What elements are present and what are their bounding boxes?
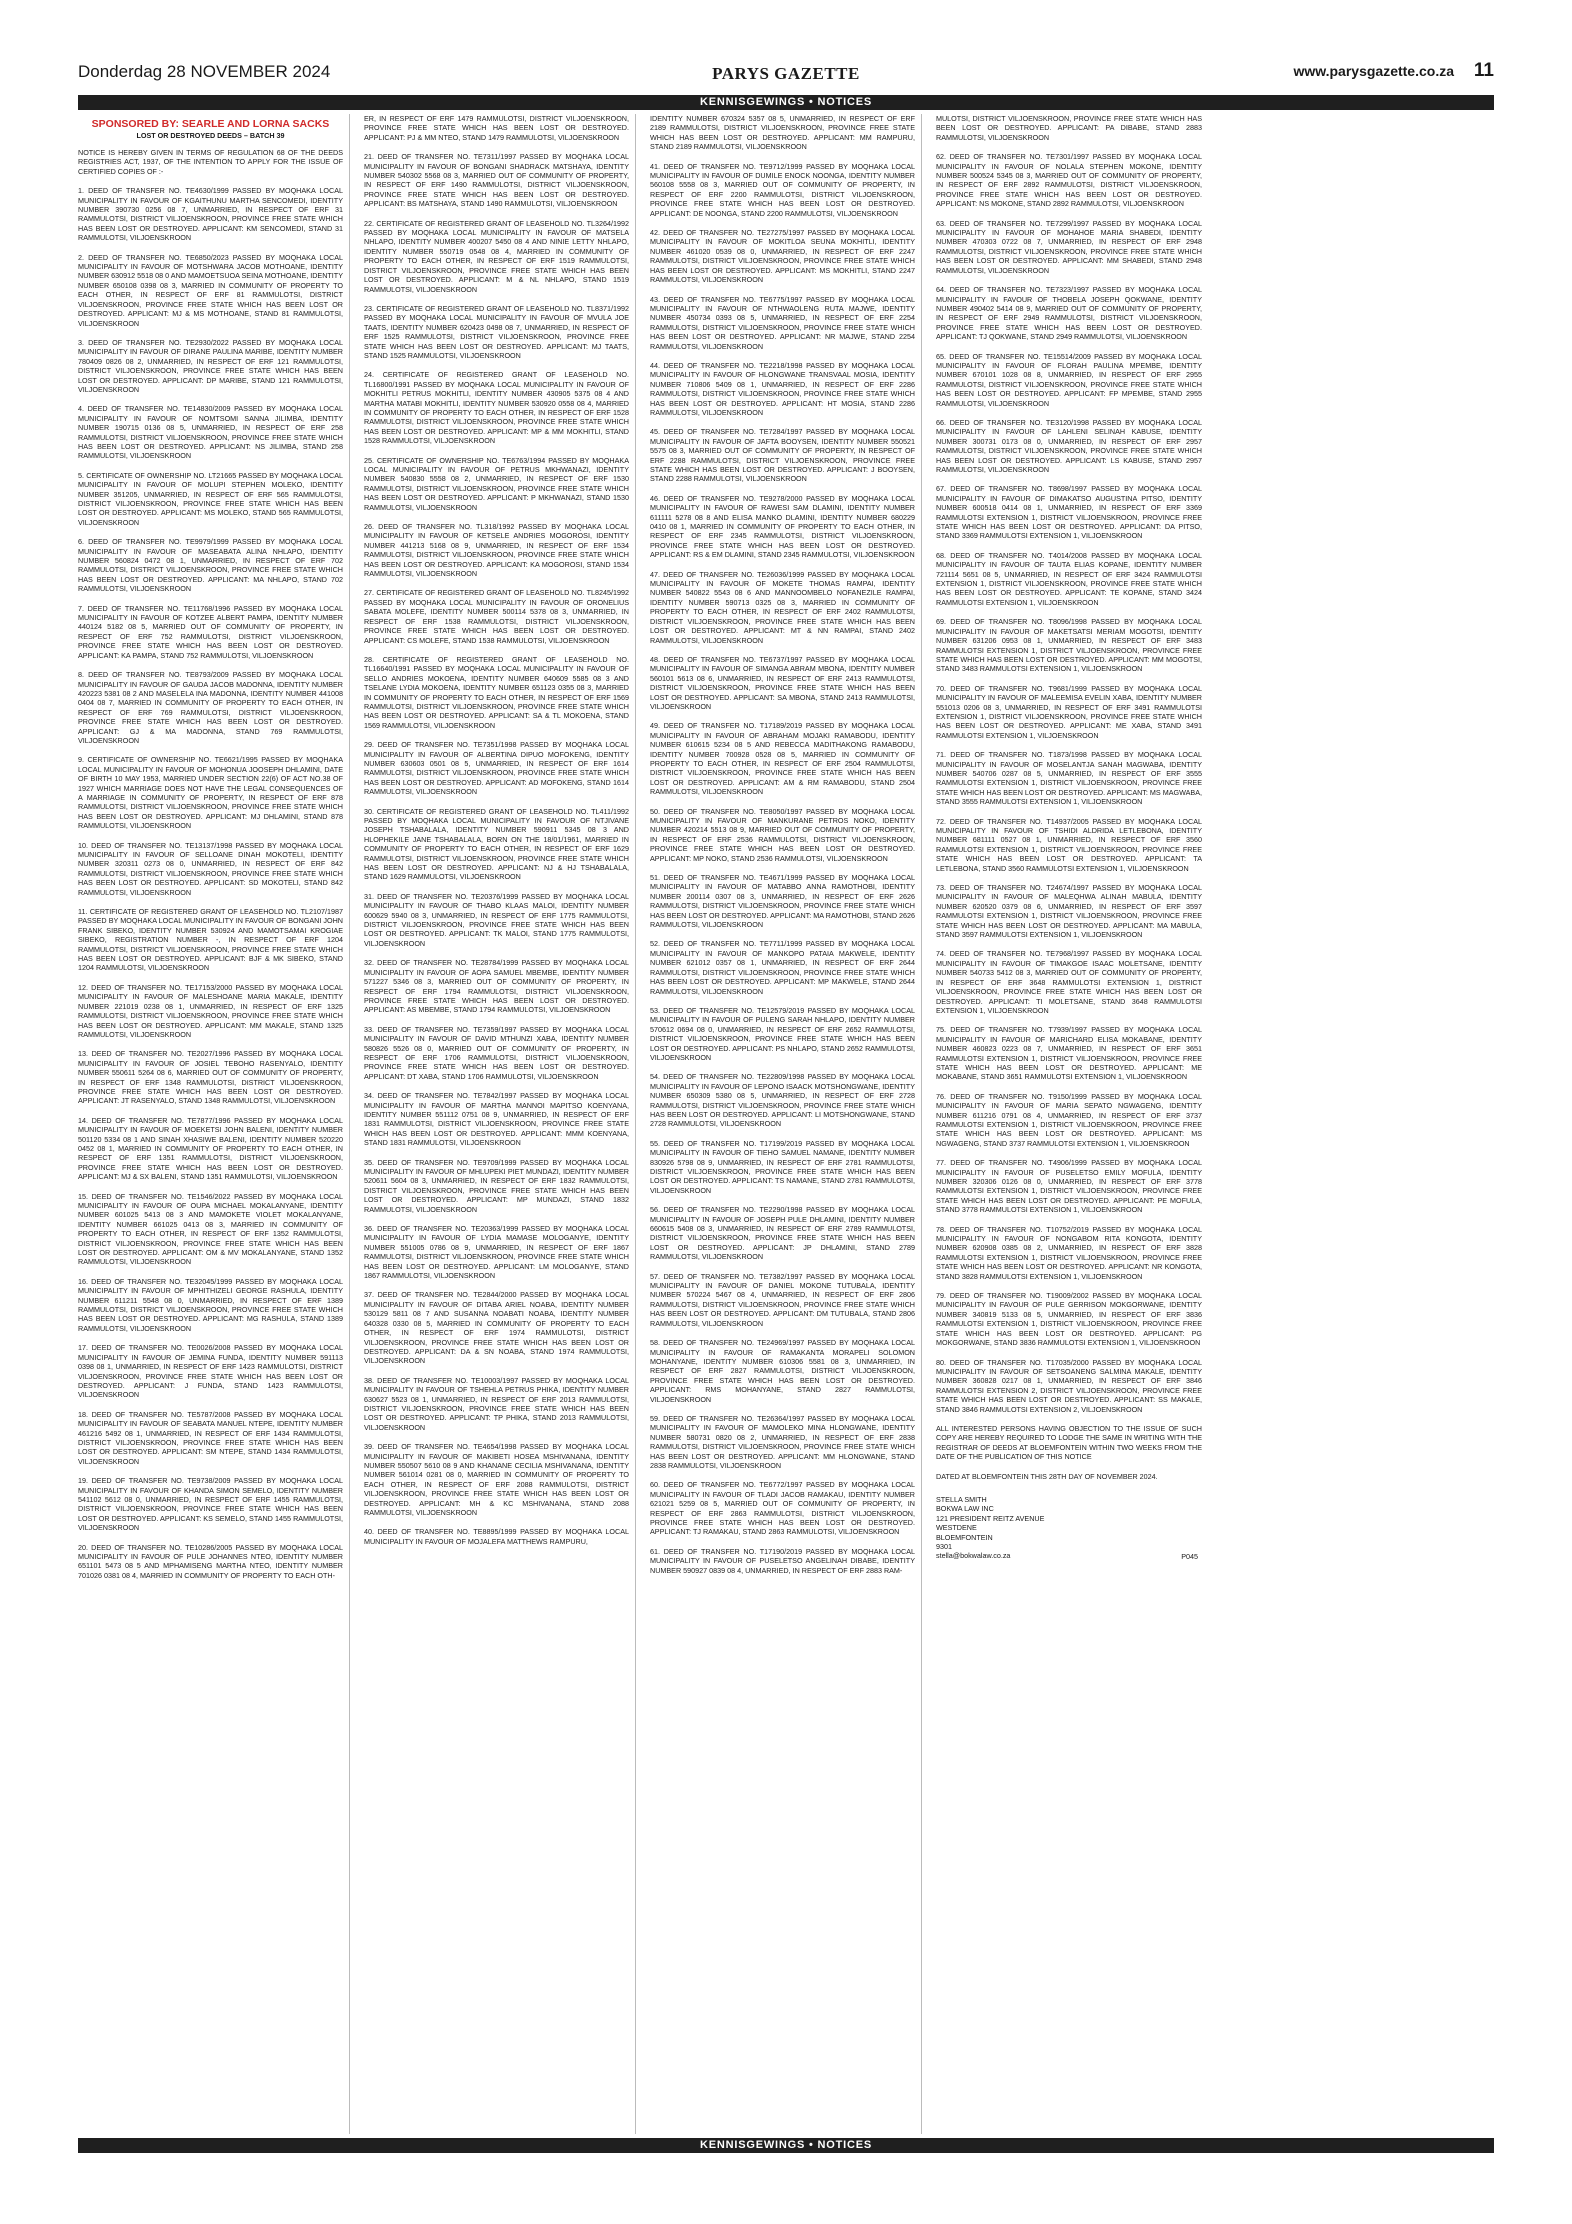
notice-item: 55. DEED OF TRANSFER NO. T17199/2019 PASSED BY MOQHAKA LOCAL MUNICIPALITY IN FAVOUR OF TIEHO SAMUEL NAMANE, IDENTITY NUMBER 830926 5798 08 9, UNMARRIED, IN RESPECT OF ERF 2781 RAMMULOTSI, DISTRICT VILJOENSKROON, PROVINCE FREE STATE WHICH HAS BEEN LOST OR DESTROYED. APPLICANT: TS NAMANE, STAND 2781 RAMMULOTSI, VILJOENSKROON xyxy=(650,1138,915,1195)
notice-item: 36. DEED OF TRANSFER NO. TE20363/1999 PASSED BY MOQHAKA LOCAL MUNICIPALITY IN FAVOUR OF LYDIA MAMASE MOLOGANYE, IDENTITY NUMBER 551005 0786 08 9, UNMARRIED, IN RESPECT OF ERF 1867 RAMMULOTSI, DISTRICT VILJOENSKROON, PROVINCE FREE STATE WHICH HAS BEEN LOST OR DESTROYED. APPLICANT: LM MOLOGANYE, STAND 1867 RAMMULOTSI, VILJOENSKROON xyxy=(364,1224,629,1281)
notice-item: 45. DEED OF TRANSFER NO. TE7284/1997 PASSED BY MOQHAKA LOCAL MUNICIPALITY IN FAVOUR OF JAFTA BOOYSEN, IDENTITY NUMBER 550521 5575 08 3, MARRIED OUT OF COMMUNITY OF PROPERTY, IN RESPECT OF ERF 2288 RAMMULOTSI, DISTRICT VILJOENSKROON, PROVINCE FREE STATE WHICH HAS BEEN LOST OR DESTROYED. APPLICANT: J BOOYSEN, STAND 2288 RAMMULOTSI, VILJOENSKROON xyxy=(650,427,915,484)
notice-item: 72. DEED OF TRANSFER NO. T14937/2005 PASSED BY MOQHAKA LOCAL MUNICIPALITY IN FAVOUR OF TSHIDI ALDRIDA LETLEBONA, IDENTITY NUMBER 681111 0527 08 1, UNMARRIED, IN RESPECT OF ERF 3560 RAMMULOTSI EXTENSION 1, DISTRICT VILJOENSKROON, PROVINCE FREE STATE WHICH HAS BEEN LOST OR DESTROYED. APPLICANT: TA LETLEBONA, STAND 3560 RAMMULOTSI EXTENSION 1, VILJOENSKROON xyxy=(936,816,1202,873)
column-1 xyxy=(78,114,350,2134)
notice-item: 44. DEED OF TRANSFER NO. TE2218/1998 PASSED BY MOQHAKA LOCAL MUNICIPALITY IN FAVOUR OF HLONGWANE TRANSVAAL MOSIA, IDENTITY NUMBER 710806 5409 08 1, UNMARRIED, IN RESPECT OF ERF 2286 RAMMULOTSI, DISTRICT VILJOENSKROON, PROVINCE FREE STATE WHICH HAS BEEN LOST OR DESTROYED. APPLICANT: HT MOSIA, STAND 2286 RAMMULOTSI, VILJOENSKROON xyxy=(650,360,915,417)
notice-item: 58. DEED OF TRANSFER NO. TE24969/1997 PASSED BY MOQHAKA LOCAL MUNICIPALITY IN FAVOUR OF RAMAKANTA MORAPELI SOLOMON MOHANYANE, IDENTITY NUMBER 610306 5581 08 3, UNMARRIED, IN RESPECT OF ERF 2827 RAMMULOTSI, DISTRICT VILJOENSKROON, PROVINCE FREE STATE WHICH HAS BEEN LOST OR DESTROYED. APPLICANT: RMS MOHANYANE, STAND 2827 RAMMULOTSI, VILJOENSKROON xyxy=(650,1338,915,1404)
notice-item: 51. DEED OF TRANSFER NO. TE4671/1999 PASSED BY MOQHAKA LOCAL MUNICIPALITY IN FAVOUR OF MATABBO ANNA RAMOTHOBI, IDENTITY NUMBER 200114 0307 08 3, UNMARRIED, IN RESPECT OF ERF 2626 RAMMULOTSI, DISTRICT VILJOENSKROON, PROVINCE FREE STATE WHICH HAS BEEN LOST OR DESTROYED. APPLICANT: MA RAMOTHOBI, STAND 2626 RAMMULOTSI, VILJOENSKROON xyxy=(650,873,915,930)
issue-date: Donderdag 28 NOVEMBER 2024 xyxy=(78,62,331,81)
notice-item: 35. DEED OF TRANSFER NO. TE9709/1999 PASSED BY MOQHAKA LOCAL MUNICIPALITY IN FAVOUR OF MHLUPEKI PIET MUNDAZI, IDENTITY NUMBER 520611 5604 08 3, UNMARRIED, IN RESPECT OF ERF 1832 RAMMULOTSI, DISTRICT VILJOENSKROON, PROVINCE FREE STATE WHICH HAS BEEN LOST OR DESTROYED. APPLICANT: MP MUNDAZI, STAND 1832 RAMMULOTSI, VILJOENSKROON xyxy=(364,1157,629,1214)
notice-item: 22. CERTIFICATE OF REGISTERED GRANT OF LEASEHOLD NO. TL3264/1992 PASSED BY MOQHAKA LOCAL MUNICIPALITY IN FAVOUR OF MATSELA NHLAPO, IDENTITY NUMBER 400207 5450 08 4 AND NINIE LETTY NHLAPO, IDENTITY NUMBER 550719 0548 08 4, MARRIED IN COMMUNITY OF PROPERTY TO EACH OTHER, IN RESPECT OF ERF 1519 RAMMULOTSI, DISTRICT VILJOENSKROON, PROVINCE FREE STATE WHICH HAS BEEN LOST OR DESTROYED. APPLICANT: M & NL NHLAPO, STAND 1519 RAMMULOTSI, VILJOENSKROON xyxy=(364,218,629,294)
notice-item: 17. DEED OF TRANSFER NO. TE0026/2008 PASSED BY MOQHAKA LOCAL MUNICIPALITY IN FAVOUR OF JEMINA FUNDA, IDENTITY NUMBER 591113 0398 08 1, UNMARRIED, IN RESPECT OF ERF 1423 RAMMULOTSI, DISTRICT VILJOENSKROON, PROVINCE FREE STATE WHICH HAS BEEN LOST OR DESTROYED. APPLICANT: J FUNDA, STAND 1423 RAMMULOTSI, VILJOENSKROON xyxy=(78,1343,343,1400)
notice-item: 52. DEED OF TRANSFER NO. TE7711/1999 PASSED BY MOQHAKA LOCAL MUNICIPALITY IN FAVOUR OF MANKOPO PATAIA MAKWELE, IDENTITY NUMBER 621012 0357 08 1, UNMARRIED, IN RESPECT OF ERF 2644 RAMMULOTSI, DISTRICT VILJOENSKROON, PROVINCE FREE STATE WHICH HAS BEEN LOST OR DESTROYED. APPLICANT: MP MAKWELE, STAND 2644 RAMMULOTSI, VILJOENSKROON xyxy=(650,939,915,996)
notice-item: 32. DEED OF TRANSFER NO. TE28784/1999 PASSED BY MOQHAKA LOCAL MUNICIPALITY IN FAVOUR OF AOPA SAMUEL MBEMBE, IDENTITY NUMBER 571227 5346 08 3, MARRIED OUT OF COMMUNITY OF PROPERTY, IN RESPECT OF ERF 1794 RAMMULOTSI, DISTRICT VILJOENSKROON, PROVINCE FREE STATE WHICH HAS BEEN LOST OR DESTROYED. APPLICANT: AS MBEMBE, STAND 1794 RAMMULOTSI, VILJOENSKROON xyxy=(364,958,629,1015)
notice-item: 71. DEED OF TRANSFER NO. T1873/1998 PASSED BY MOQHAKA LOCAL MUNICIPALITY IN FAVOUR OF MOSELANTJA SANAH MAGWABA, IDENTITY NUMBER 540706 0287 08 5, UNMARRIED, IN RESPECT OF ERF 3555 RAMMULOTSI EXTENSION 1, DISTRICT VILJOENSKROON, PROVINCE FREE STATE WHICH HAS BEEN LOST OR DESTROYED. APPLICANT: MS MAGWABA, STAND 3555 RAMMULOTSI EXTENSION 1, VILJOENSKROON xyxy=(936,750,1202,807)
signoff-suburb: WESTDENE xyxy=(936,1523,977,1533)
notice-item: 79. DEED OF TRANSFER NO. T19009/2002 PASSED BY MOQHAKA LOCAL MUNICIPALITY IN FAVOUR OF PULE GERRISON MOKGORWANE, IDENTITY NUMBER 340819 5133 08 5, UNMARRIED, IN RESPECT OF ERF 3836 RAMMULOTSI EXTENSION 1, DISTRICT VILJOENSKROON, PROVINCE FREE STATE WHICH HAS BEEN LOST OR DESTROYED. APPLICANT: PG MOKGORWANE, STAND 3836 RAMMULOTSI EXTENSION 1, VILJOENSKROON xyxy=(936,1291,1202,1348)
notice-item: 1. DEED OF TRANSFER NO. TE4630/1999 PASSED BY MOQHAKA LOCAL MUNICIPALITY IN FAVOUR OF KGAITHUNU MARTHA SENCOMEDI, IDENTITY NUMBER 390730 0256 08 7, UNMARRIED, IN RESPECT OF ERF 31 RAMMULOTSI, DISTRICT VILJOENSKROON, PROVINCE FREE STATE WHICH HAS BEEN LOST OR DESTROYED. APPLICANT: KM SENCOMEDI, STAND 31 RAMMULOTSI, VILJOENSKROON xyxy=(78,186,343,243)
notice-item: IDENTITY NUMBER 670324 5357 08 5, UNMARRIED, IN RESPECT OF ERF 2189 RAMMULOTSI, DISTRICT VILJOENSKROON, PROVINCE FREE STATE WHICH HAS BEEN LOST OR DESTROYED. APPLICANT: MM RAMPURU, STAND 2189 RAMMULOTSI, VILJOENSKROON xyxy=(650,114,915,152)
notice-item: 65. DEED OF TRANSFER NO. TE15514/2009 PASSED BY MOQHAKA LOCAL MUNICIPALITY IN FAVOUR OF FLORAH PAULINA MPEMBE, IDENTITY NUMBER 670101 1028 08 8, UNMARRIED, IN RESPECT OF ERF 2955 RAMMULOTSI, DISTRICT VILJOENSKROON, PROVINCE FREE STATE WHICH HAS BEEN LOST OR DESTROYED. APPLICANT: FP MPEMBE, STAND 2955 RAMMULOTSI, VILJOENSKROON xyxy=(936,351,1202,408)
notice-item: 62. DEED OF TRANSFER NO. TE7301/1997 PASSED BY MOQHAKA LOCAL MUNICIPALITY IN FAVOUR OF NOLALA STEPHEN MOKONE, IDENTITY NUMBER 500524 5345 08 3, MARRIED OUT OF COMMUNITY OF PROPERTY, IN RESPECT OF ERF 2892 RAMMULOTSI, DISTRICT VILJOENSKROON, PROVINCE FREE STATE WHICH HAS BEEN LOST OR DESTROYED. APPLICANT: NS MOKONE, STAND 2892 RAMMULOTSI, VILJOENSKROON xyxy=(936,152,1202,209)
notice-item: 64. DEED OF TRANSFER NO. TE7323/1997 PASSED BY MOQHAKA LOCAL MUNICIPALITY IN FAVOUR OF THOBELA JOSEPH QOKWANE, IDENTITY NUMBER 490402 5414 08 9, MARRIED OUT OF COMMUNITY OF PROPERTY, IN RESPECT OF ERF 2949 RAMMULOTSI, DISTRICT VILJOENSKROON, PROVINCE FREE STATE WHICH HAS BEEN LOST OR DESTROYED. APPLICANT: TJ QOKWANE, STAND 2949 RAMMULOTSI, VILJOENSKROON xyxy=(936,285,1202,342)
notice-item: 57. DEED OF TRANSFER NO. TE7382/1997 PASSED BY MOQHAKA LOCAL MUNICIPALITY IN FAVOUR OF DANIEL MOKONE TUTUBALA, IDENTITY NUMBER 570224 5467 08 4, UNMARRIED, IN RESPECT OF ERF 2806 RAMMULOTSI, DISTRICT VILJOENSKROON, PROVINCE FREE STATE WHICH HAS BEEN LOST OR DESTROYED. APPLICANT: DM TUTUBALA, STAND 2806 RAMMULOTSI, VILJOENSKROON xyxy=(650,1271,915,1328)
notice-item: MULOTSI, DISTRICT VILJOENSKROON, PROVINCE FREE STATE WHICH HAS BEEN LOST OR DESTROYED. APPLICANT: PA DIBABE, STAND 2883 RAMMULOTSI, VILJOENSKROON xyxy=(936,114,1202,142)
notice-item: 39. DEED OF TRANSFER NO. TE4654/1998 PASSED BY MOQHAKA LOCAL MUNICIPALITY IN FAVOUR OF MAKIBETI HOSEA MSHIVANANA, IDENTITY NUMBER 550507 5610 08 9 AND KHANANE CECILIA MSHIVANANA, IDENTITY NUMBER 561014 0281 08 0, MARRIED IN COMMUNITY OF PROPERTY TO EACH OTHER, IN RESPECT OF ERF 2088 RAMMULOTSI, DISTRICT VILJOENSKROON, PROVINCE FREE STATE WHICH HAS BEEN LOST OR DESTROYED. APPLICANT: MH & KC MSHIVANANA, STAND 2088 RAMMULOTSI, VILJOENSKROON xyxy=(364,1442,629,1517)
signoff-name: STELLA SMITH xyxy=(936,1494,987,1504)
notice-item: 70. DEED OF TRANSFER NO. T9681/1999 PASSED BY MOQHAKA LOCAL MUNICIPALITY IN FAVOUR OF MALEEMISA EVELIN XABA, IDENTITY NUMBER 551013 0206 08 3, UNMARRIED, IN RESPECT OF ERF 3491 RAMMULOTSI EXTENSION 1, DISTRICT VILJOENSKROON, PROVINCE FREE STATE WHICH HAS BEEN LOST OR DESTROYED. APPLICANT: ME XABA, STAND 3491 RAMMULOTSI EXTENSION 1, VILJOENSKROON xyxy=(936,683,1202,740)
notice-item: 19. DEED OF TRANSFER NO. TE9738/2009 PASSED BY MOQHAKA LOCAL MUNICIPALITY IN FAVOUR OF KHANDA SIMON SEMELO, IDENTITY NUMBER 541102 5612 08 0, UNMARRIED, IN RESPECT OF ERF 1455 RAMMULOTSI, DISTRICT VILJOENSKROON, PROVINCE FREE STATE WHICH HAS BEEN LOST OR DESTROYED. APPLICANT: KS SEMELO, STAND 1455 RAMMULOTSI, VILJOENSKROON xyxy=(78,1476,343,1533)
notice-item: 67. DEED OF TRANSFER NO. T8698/1997 PASSED BY MOQHAKA LOCAL MUNICIPALITY IN FAVOUR OF DIMAKATSO AUGUSTINA PITSO, IDENTITY NUMBER 600518 0414 08 1, UNMARRIED, IN RESPECT OF ERF 3369 RAMMULOTSI EXTENSION 1, DISTRICT VILJOENSKROON, PROVINCE FREE STATE WHICH HAS BEEN LOST OR DESTROYED. APPLICANT: DA PITSO, STAND 3369 RAMMULOTSI EXTENSION 1, VILJOENSKROON xyxy=(936,484,1202,541)
notice-item: ER, IN RESPECT OF ERF 1479 RAMMULOTSI, DISTRICT VILJOENSKROON, PROVINCE FREE STATE WHICH HAS BEEN LOST OR DESTROYED. APPLICANT: PJ & MM NTEO, STAND 1479 RAMMULOTSI, VILJOENSKROON xyxy=(364,114,629,142)
notice-item: 21. DEED OF TRANSFER NO. TE7311/1997 PASSED BY MOQHAKA LOCAL MUNICIPALITY IN FAVOUR OF BONGANI SHADRACK MATSHAYA, IDENTITY NUMBER 540302 5568 08 3, MARRIED OUT OF COMMUNITY OF PROPERTY, IN RESPECT OF ERF 1490 RAMMULOTSI, DISTRICT VILJOENSKROON, PROVINCE FREE STATE WHICH HAS BEEN LOST OR DESTROYED. APPLICANT: BS MATSHAYA, STAND 1490 RAMMULOTSI, VILJOENSKROON xyxy=(364,152,629,209)
notice-item: 16. DEED OF TRANSFER NO. TE32045/1999 PASSED BY MOQHAKA LOCAL MUNICIPALITY IN FAVOUR OF MPHITHIZELI GEORGE RASHULA, IDENTITY NUMBER 611211 5548 08 0, UNMARRIED, IN RESPECT OF ERF 1389 RAMMULOTSI, DISTRICT VILJOENSKROON, PROVINCE FREE STATE WHICH HAS BEEN LOST OR DESTROYED. APPLICANT: MG RASHULA, STAND 1389 RAMMULOTSI, VILJOENSKROON xyxy=(78,1276,343,1333)
notice-item: 26. DEED OF TRANSFER NO. TL318/1992 PASSED BY MOQHAKA LOCAL MUNICIPALITY IN FAVOUR OF KETSELE ANDRIES MOGOROSI, IDENTITY NUMBER 441213 5168 08 9, UNMARRIED, IN RESPECT OF ERF 1534 RAMMULOTSI, DISTRICT VILJOENSKROON, PROVINCE FREE STATE WHICH HAS BEEN LOST OR DESTROYED. APPLICANT: KA MOGOROSI, STAND 1534 RAMMULOTSI, VILJOENSKROON xyxy=(364,522,629,579)
notice-item: 9. CERTIFICATE OF OWNERSHIP NO. TE6621/1995 PASSED BY MOQHAKA LOCAL MUNICIPALITY IN FAVOUR OF MOHONUA JOOSEPH DHLAMINI, DATE OF BIRTH 10 MAY 1953, MARRIED UNDER SECTION 22(6) OF ACT NO.38 OF 1927 WHICH MARRIAGE DOES NOT HAVE THE LEGAL CONSEQUENCES OF A MARRIAGE IN COMMUNITY OF PROPERTY, IN RESPECT OF ERF 878 RAMMULOTSI, DISTRICT VILJOENSKROON, PROVINCE FREE STATE WHICH HAS BEEN LOST OR DESTROYED. APPLICANT: MJ DHLAMINI, STAND 878 RAMMULOTSI, VILJOENSKROON xyxy=(78,755,343,831)
website-link[interactable]: www.parysgazette.co.za xyxy=(1293,63,1454,79)
notice-item: 33. DEED OF TRANSFER NO. TE7359/1997 PASSED BY MOQHAKA LOCAL MUNICIPALITY IN FAVOUR OF DAVID MTHUNZI XABA, IDENTITY NUMBER 580826 5526 08 0, MARRIED OUT OF COMMUNITY OF PROPERTY, IN RESPECT OF ERF 1706 RAMMULOTSI, DISTRICT VILJOENSKROON, PROVINCE FREE STATE WHICH HAS BEEN LOST OR DESTROYED. APPLICANT: DT XABA, STAND 1706 RAMMULOTSI, VILJOENSKROON xyxy=(364,1024,629,1081)
section-banner-bottom: KENNISGEWINGS • NOTICES xyxy=(78,2138,1494,2153)
notice-reference: P045 xyxy=(1181,1551,1198,1561)
notice-item: 10. DEED OF TRANSFER NO. TE13137/1998 PASSED BY MOQHAKA LOCAL MUNICIPALITY IN FAVOUR OF SELLOANE DINAH MOKOTELI, IDENTITY NUMBER 320311 0273 08 0, UNMARRIED, IN RESPECT OF ERF 842 RAMMULOTSI, DISTRICT VILJOENSKROON, PROVINCE FREE STATE WHICH HAS BEEN LOST OR DESTROYED. APPLICANT: SD MOKOTELI, STAND 842 RAMMULOTSI, VILJOENSKROON xyxy=(78,840,343,897)
notice-item: 37. DEED OF TRANSFER NO. TE2844/2000 PASSED BY MOQHAKA LOCAL MUNICIPALITY IN FAVOUR OF DITABA ARIEL NOABA, IDENTITY NUMBER 530129 5811 08 7 AND SUSANNA NOABATI NOABA, IDENTITY NUMBER 640328 0330 08 5, MARRIED IN COMMUNITY OF PROPERTY TO EACH OTHER, IN RESPECT OF ERF 1974 RAMMULOTSI, DISTRICT VILJOENSKROON, PROVINCE FREE STATE WHICH HAS BEEN LOST OR DESTROYED. APPLICANT: DA & SN NOABA, STAND 1974 RAMMULOTSI, VILJOENSKROON xyxy=(364,1290,629,1366)
column-body-4 xyxy=(936,114,1202,1481)
notice-item: 18. DEED OF TRANSFER NO. TE5787/2008 PASSED BY MOQHAKA LOCAL MUNICIPALITY IN FAVOUR OF SEABATA MANUEL NTEPE, IDENTITY NUMBER 461216 5492 08 1, UNMARRIED, IN RESPECT OF ERF 1434 RAMMULOTSI, DISTRICT VILJOENSKROON, PROVINCE FREE STATE WHICH HAS BEEN LOST OR DESTROYED. APPLICANT: SM NTEPE, STAND 1434 RAMMULOTSI, VILJOENSKROON xyxy=(78,1409,343,1466)
masthead xyxy=(78,62,1494,92)
sponsor-title: SPONSORED BY: SEARLE AND LORNA SACKS xyxy=(91,118,330,130)
column-body-3 xyxy=(650,114,915,1575)
signoff-postcode: 9301 xyxy=(936,1542,952,1551)
notice-item: 8. DEED OF TRANSFER NO. TE8793/2009 PASSED BY MOQHAKA LOCAL MUNICIPALITY IN FAVOUR OF GAUDA JACOB MADONNA, IDENTITY NUMBER 420223 5381 08 2 AND MASELELA INA MADONNA, IDENTITY NUMBER 441008 0404 08 7, MARRIED IN COMMUNITY OF PROPERTY TO EACH OTHER, IN RESPECT OF ERF 769 RAMMULOTSI, DISTRICT VILJOENSKROON, PROVINCE FREE STATE WHICH HAS BEEN LOST OR DESTROYED. APPLICANT: GJ & MA MADONNA, STAND 769 RAMMULOTSI, VILJOENSKROON xyxy=(78,670,343,745)
notice-item: 34. DEED OF TRANSFER NO. TE7842/1997 PASSED BY MOQHAKA LOCAL MUNICIPALITY IN FAVOUR OF MARTHA MANNOI MAPITSO KOENYANA, IDENTITY NUMBER 551112 0751 08 9, UNMARRIED, IN RESPECT OF ERF 1831 RAMMULOTSI, DISTRICT VILJOENSKROON, PROVINCE FREE STATE WHICH HAS BEEN LOST OR DESTROYED. APPLICANT: MMM KOENYANA, STAND 1831 RAMMULOTSI, VILJOENSKROON xyxy=(364,1091,629,1148)
notice-item: 30. CERTIFICATE OF REGISTERED GRANT OF LEASEHOLD NO. TL411/1992 PASSED BY MOQHAKA LOCAL MUNICIPALITY IN FAVOUR OF NTJIVANE JOSEPH TSHABALALA, IDENTITY NUMBER 590911 5345 08 3 AND HLOPHEKILE JANE TSHABALALA, BORN ON THE 18/01/1961, MARRIED IN COMMUNITY OF PROPERTY TO EACH OTHER, IN RESPECT OF ERF 1629 RAMMULOTSI, DISTRICT VILJOENSKROON, PROVINCE FREE STATE WHICH HAS BEEN LOST OR DESTROYED. APPLICANT: NJ & HJ TSHABALALA, STAND 1629 RAMMULOTSI, VILJOENSKROON xyxy=(364,806,629,882)
notice-item: 76. DEED OF TRANSFER NO. T9150/1999 PASSED BY MOQHAKA LOCAL MUNICIPALITY IN FAVOUR OF MARIA SEPATO NGWAGENG, IDENTITY NUMBER 611216 0791 08 4, UNMARRIED, IN RESPECT OF ERF 3737 RAMMULOTSI EXTENSION 1, DISTRICT VILJOENSKROON, PROVINCE FREE STATE WHICH HAS BEEN LOST OR DESTROYED. APPLICANT: MS NGWAGENG, STAND 3737 RAMMULOTSI EXTENSION 1, VILJOENSKROON xyxy=(936,1091,1202,1148)
notice-item: 15. DEED OF TRANSFER NO. TE1546/2022 PASSED BY MOQHAKA LOCAL MUNICIPALITY IN FAVOUR OF OUPA MICHAEL MOKALANYANE, IDENTITY NUMBER 601025 5413 08 3 AND MAMOKETE VIOLET MOKALANYANE, IDENTITY NUMBER 661025 0413 08 3, MARRIED IN COMMUNITY OF PROPERTY TO EACH OTHER, IN RESPECT OF ERF 1352 RAMMULOTSI, DISTRICT VILJOENSKROON, PROVINCE FREE STATE WHICH HAS BEEN LOST OR DESTROYED. APPLICANT: OM & MV MOKALANYANE, STAND 1352 RAMMULOTSI, VILJOENSKROON xyxy=(78,1191,343,1267)
notice-item: 73. DEED OF TRANSFER NO. T24674/1997 PASSED BY MOQHAKA LOCAL MUNICIPALITY IN FAVOUR OF MALEQHWA ALINAH MABULA, IDENTITY NUMBER 620520 0379 08 6, UNMARRIED, IN RESPECT OF ERF 3597 RAMMULOTSI EXTENSION 1, DISTRICT VILJOENSKROON, PROVINCE FREE STATE WHICH HAS BEEN LOST OR DESTROYED. APPLICANT: MA MABULA, STAND 3597 RAMMULOTSI EXTENSION 1, VILJOENSKROON xyxy=(936,883,1202,940)
notice-item: 38. DEED OF TRANSFER NO. TE10003/1997 PASSED BY MOQHAKA LOCAL MUNICIPALITY IN FAVOUR OF TSHEHLA PETRUS PHIKA, IDENTITY NUMBER 630627 5523 08 1, UNMARRIED, IN RESPECT OF ERF 2013 RAMMULOTSI, DISTRICT VILJOENSKROON, PROVINCE FREE STATE WHICH HAS BEEN LOST OR DESTROYED. APPLICANT: TP PHIKA, STAND 2013 RAMMULOTSI, VILJOENSKROON xyxy=(364,1375,629,1432)
notices-columns xyxy=(78,114,1494,2134)
notice-item: 2. DEED OF TRANSFER NO. TE6850/2023 PASSED BY MOQHAKA LOCAL MUNICIPALITY IN FAVOUR OF MOTSHWARA JACOB MOTHOANE, IDENTITY NUMBER 630912 5518 08 0 AND MAMOETSUOA SEINA MOTHOANE, IDENTITY NUMBER 650108 0398 08 3, MARRIED IN COMMUNITY OF PROPERTY TO EACH OTHER, IN RESPECT OF ERF 81 RAMMULOTSI, DISTRICT VILJOENSKROON, PROVINCE FREE STATE WHICH HAS BEEN LOST OR DESTROYED. APPLICANT: MJ & MS MOTHOANE, STAND 81 RAMMULOTSI, VILJOENSKROON xyxy=(78,252,343,328)
notice-item: 12. DEED OF TRANSFER NO. TE17153/2000 PASSED BY MOQHAKA LOCAL MUNICIPALITY IN FAVOUR OF MALESHOANE MARIA MAKALE, IDENTITY NUMBER 221019 0238 08 1, UNMARRIED, IN RESPECT OF ERF 1325 RAMMULOTSI, DISTRICT VILJOENSKROON, PROVINCE FREE STATE WHICH HAS BEEN LOST OR DESTROYED. APPLICANT: MM MAKALE, STAND 1325 RAMMULOTSI, VILJOENSKROON xyxy=(78,982,343,1039)
notice-item: 4. DEED OF TRANSFER NO. TE14830/2009 PASSED BY MOQHAKA LOCAL MUNICIPALITY IN FAVOUR OF NOMTSOMI SANNA JILIMBA, IDENTITY NUMBER 190715 0136 08 5, UNMARRIED, IN RESPECT OF ERF 258 RAMMULOTSI, DISTRICT VILJOENSKROON, PROVINCE FREE STATE WHICH HAS BEEN LOST OR DESTROYED. APPLICANT: NS JILIMBA, STAND 258 RAMMULOTSI, VILJOENSKROON xyxy=(78,404,343,461)
notice-item: 75. DEED OF TRANSFER NO. T7939/1997 PASSED BY MOQHAKA LOCAL MUNICIPALITY IN FAVOUR OF MARICHARD ELISA MOKABANE, IDENTITY NUMBER 460823 0223 08 7, UNMARRIED, IN RESPECT OF ERF 3651 RAMMULOTSI EXTENSION 1, DISTRICT VILJOENSKROON, PROVINCE FREE STATE WHICH HAS BEEN LOST OR DESTROYED. APPLICANT: ME MOKABANE, STAND 3651 RAMMULOTSI EXTENSION 1, VILJOENSKROON xyxy=(936,1025,1202,1082)
notice-item: 54. DEED OF TRANSFER NO. TE22809/1998 PASSED BY MOQHAKA LOCAL MUNICIPALITY IN FAVOUR OF LEPONO ISAACK MOTSHONGWANE, IDENTITY NUMBER 650309 5380 08 5, UNMARRIED, IN RESPECT OF ERF 2728 RAMMULOTSI, DISTRICT VILJOENSKROON, PROVINCE FREE STATE WHICH HAS BEEN LOST OR DESTROYED. APPLICANT: LI MOTSHONGWANE, STAND 2728 RAMMULOTSI, VILJOENSKROON xyxy=(650,1072,915,1129)
notice-item: 23. CERTIFICATE OF REGISTERED GRANT OF LEASEHOLD NO. TL8371/1992 PASSED BY MOQHAKA LOCAL MUNICIPALITY IN FAVOUR OF MVULA JOE TAATS, IDENTITY NUMBER 620423 0498 08 7, UNMARRIED, IN RESPECT OF ERF 1525 RAMMULOTSI, DISTRICT VILJOENSKROON, PROVINCE FREE STATE WHICH HAS BEEN LOST OR DESTROYED. APPLICANT: MJ TAATS, STAND 1525 RAMMULOTSI, VILJOENSKROON xyxy=(364,303,629,360)
notice-item: 5. CERTIFICATE OF OWNERSHIP NO. LT21665 PASSED BY MOQHAKA LOCAL MUNICIPALITY IN FAVOUR OF MOLUPI STEPHEN MOLEKO, IDENTITY NUMBER 351205, UNMARRIED, IN RESPECT OF ERF 565 RAMMULOTSI, DISTRICT VILJOENSKROON, PROVINCE FREE STATE WHICH HAS BEEN LOST OR DESTROYED. APPLICANT: MS MOLEKO, STAND 565 RAMMULOTSI, VILJOENSKROON xyxy=(78,470,343,527)
column-body-2 xyxy=(364,114,629,1546)
notice-item: 56. DEED OF TRANSFER NO. TE2290/1998 PASSED BY MOQHAKA LOCAL MUNICIPALITY IN FAVOUR OF JOSEPH PULE DHLAMINI, IDENTITY NUMBER 660615 5408 08 3, UNMARRIED, IN RESPECT OF ERF 2789 RAMMULOTSI, DISTRICT VILJOENSKROON, PROVINCE FREE STATE WHICH HAS BEEN LOST OR DESTROYED. APPLICANT: JP DHLAMINI, STAND 2789 RAMMULOTSI, VILJOENSKROON xyxy=(650,1205,915,1262)
signoff-email[interactable]: stella@bokwalaw.co.za xyxy=(936,1551,1011,1561)
notice-item: 28. CERTIFICATE OF REGISTERED GRANT OF LEASEHOLD NO. TL16640/1991 PASSED BY MOQHAKA LOCAL MUNICIPALITY IN FAVOUR OF SELLO ANDRIES MOKOENA, IDENTITY NUMBER 640609 5585 08 3 AND TSELANE LYDIA MOKOENA, IDENTITY NUMBER 651123 0355 08 3, MARRIED IN COMMUNITY OF PROPERTY TO EACH OTHER, IN RESPECT OF ERF 1569 RAMMULOTSI, DISTRICT VILJOENSKROON, PROVINCE FREE STATE WHICH HAS BEEN LOST OR DESTROYED. APPLICANT: SA & TL MOKOENA, STAND 1569 RAMMULOTSI, VILJOENSKROON xyxy=(364,654,629,730)
notice-item: 41. DEED OF TRANSFER NO. TE9712/1999 PASSED BY MOQHAKA LOCAL MUNICIPALITY IN FAVOUR OF DUMILE ENOCK NOONGA, IDENTITY NUMBER 560108 5558 08 3, MARRIED OUT OF COMMUNITY OF PROPERTY, IN RESPECT OF ERF 2200 RAMMULOTSI, DISTRICT VILJOENSKROON, PROVINCE FREE STATE WHICH HAS BEEN LOST OR DESTROYED. APPLICANT: DE NOONGA, STAND 2200 RAMMULOTSI, VILJOENSKROON xyxy=(650,161,915,218)
notice-item: 66. DEED OF TRANSFER NO. TE3120/1998 PASSED BY MOQHAKA LOCAL MUNICIPALITY IN FAVOUR OF LAHLENI SELINAH KABUSE, IDENTITY NUMBER 300731 0173 08 0, UNMARRIED, IN RESPECT OF ERF 2957 RAMMULOTSI, DISTRICT VILJOENSKROON, PROVINCE FREE STATE WHICH HAS BEEN LOST OR DESTROYED. APPLICANT: LS KABUSE, STAND 2957 RAMMULOTSI, VILJOENSKROON xyxy=(936,417,1202,474)
notice-item: 20. DEED OF TRANSFER NO. TE10286/2005 PASSED BY MOQHAKA LOCAL MUNICIPALITY IN FAVOUR OF PULE JOHANNES NTEO, IDENTITY NUMBER 651101 5473 08 5 AND MPHAMISENG MARTHA NTEO, IDENTITY NUMBER 701026 0381 08 4, MARRIED IN COMMUNITY OF PROPERTY TO EACH OTH- xyxy=(78,1542,343,1580)
notice-item: 47. DEED OF TRANSFER NO. TE26036/1999 PASSED BY MOQHAKA LOCAL MUNICIPALITY IN FAVOUR OF MOKETE THOMAS RAMPAI, IDENTITY NUMBER 540822 5543 08 6 AND MANNOOMBELO NOFANEZILE RAMPAI, IDENTITY NUMBER 590713 0325 08 3, MARRIED IN COMMUNITY OF PROPERTY TO EACH OTHER, IN RESPECT OF ERF 2402 RAMMULOTSI, DISTRICT VILJOENSKROON, PROVINCE FREE STATE WHICH HAS BEEN LOST OR DESTROYED. APPLICANT: MT & NN RAMPAI, STAND 2402 RAMMULOTSI, VILJOENSKROON xyxy=(650,569,915,645)
notice-item: 59. DEED OF TRANSFER NO. TE26364/1997 PASSED BY MOQHAKA LOCAL MUNICIPALITY IN FAVOUR OF MAMOLEKO MINA HLONGWANE, IDENTITY NUMBER 580731 0820 08 2, UNMARRIED, IN RESPECT OF ERF 2838 RAMMULOTSI, DISTRICT VILJOENSKROON, PROVINCE FREE STATE WHICH HAS BEEN LOST OR DESTROYED. APPLICANT: MM HLONGWANE, STAND 2838 RAMMULOTSI, VILJOENSKROON xyxy=(650,1413,915,1470)
notice-item: DATED AT BLOEMFONTEIN THIS 28TH DAY OF NOVEMBER 2024. xyxy=(936,1471,1158,1481)
notice-item: 29. DEED OF TRANSFER NO. TE7351/1998 PASSED BY MOQHAKA LOCAL MUNICIPALITY IN FAVOUR OF ALBERTINA DIPUO MOFOKENG, IDENTITY NUMBER 630603 0501 08 5, UNMARRIED, IN RESPECT OF ERF 1614 RAMMULOTSI, DISTRICT VILJOENSKROON, PROVINCE FREE STATE WHICH HAS BEEN LOST OR DESTROYED. APPLICANT: AD MOFOKENG, STAND 1614 RAMMULOTSI, VILJOENSKROON xyxy=(364,740,629,797)
notice-item: 43. DEED OF TRANSFER NO. TE6775/1997 PASSED BY MOQHAKA LOCAL MUNICIPALITY IN FAVOUR OF NTHWAOLENG RUTA MAJWE, IDENTITY NUMBER 450734 0393 08 5, UNMARRIED, IN RESPECT OF ERF 2254 RAMMULOTSI, DISTRICT VILJOENSKROON, PROVINCE FREE STATE WHICH HAS BEEN LOST OR DESTROYED. APPLICANT: NR MAJWE, STAND 2254 RAMMULOTSI, VILJOENSKROON xyxy=(650,294,915,351)
newspaper-name: PARYS GAZETTE xyxy=(712,64,860,83)
notice-item: 49. DEED OF TRANSFER NO. T17189/2019 PASSED BY MOQHAKA LOCAL MUNICIPALITY IN FAVOUR OF ABRAHAM MOJAKI RAMABODU, IDENTITY NUMBER 610615 5234 08 5 AND REBECCA MADITHAKONG RAMABODU, IDENTITY NUMBER 700928 0528 08 5, MARRIED IN COMMUNITY OF PROPERTY TO EACH OTHER, IN RESPECT OF ERF 2504 RAMMULOTSI, DISTRICT VILJOENSKROON, PROVINCE FREE STATE WHICH HAS BEEN LOST OR DESTROYED. APPLICANT: AM & RM RAMABODU, STAND 2504 RAMMULOTSI, VILJOENSKROON xyxy=(650,721,915,797)
column-4 xyxy=(936,114,1208,2134)
notice-item: 6. DEED OF TRANSFER NO. TE9979/1999 PASSED BY MOQHAKA LOCAL MUNICIPALITY IN FAVOUR OF MASEABATA ALINA NHLAPO, IDENTITY NUMBER 560824 0472 08 1, UNMARRIED, IN RESPECT OF ERF 702 RAMMULOTSI, DISTRICT VILJOENSKROON, PROVINCE FREE STATE WHICH HAS BEEN LOST OR DESTROYED. APPLICANT: MA NHLAPO, STAND 702 RAMMULOTSI, VILJOENSKROON xyxy=(78,537,343,594)
notice-item: 61. DEED OF TRANSFER NO. T17190/2019 PASSED BY MOQHAKA LOCAL MUNICIPALITY IN FAVOUR OF PUSELETSO ANGELINAH DIBABE, IDENTITY NUMBER 590927 0839 08 4, UNMARRIED, IN RESPECT OF ERF 2883 RAM- xyxy=(650,1546,915,1575)
notice-item: 68. DEED OF TRANSFER NO. T4014/2008 PASSED BY MOQHAKA LOCAL MUNICIPALITY IN FAVOUR OF TAUTA ELIAS KOPANE, IDENTITY NUMBER 721114 5651 08 5, UNMARRIED, IN RESPECT OF ERF 3424 RAMMULOTSI EXTENSION 1, DISTRICT VILJOENSKROON, PROVINCE FREE STATE WHICH HAS BEEN LOST OR DESTROYED. APPLICANT: TE KOPANE, STAND 3424 RAMMULOTSI EXTENSION 1, VILJOENSKROON xyxy=(936,550,1202,607)
notice-item: 80. DEED OF TRANSFER NO. T17035/2000 PASSED BY MOQHAKA LOCAL MUNICIPALITY IN FAVOUR OF SETSOANENG SALMINA MAKALE, IDENTITY NUMBER 360828 0217 08 1, UNMARRIED, IN RESPECT OF ERF 3846 RAMMULOTSI EXTENSION 2, DISTRICT VILJOENSKROON, PROVINCE FREE STATE WHICH HAS BEEN LOST OR DESTROYED. APPLICANT: SS MAKALE, STAND 3846 RAMMULOTSI EXTENSION 2, VILJOENSKROON xyxy=(936,1357,1202,1414)
page-number: 11 xyxy=(1473,60,1494,81)
notice-item: 74. DEED OF TRANSFER NO. TE7968/1997 PASSED BY MOQHAKA LOCAL MUNICIPALITY IN FAVOUR OF TIMAKGOE ISAAC MOLETSANE, IDENTITY NUMBER 540733 5412 08 3, MARRIED OUT OF COMMUNITY OF PROPERTY, IN RESPECT OF ERF 3648 RAMMULOTSI EXTENSION 1, DISTRICT VILJOENSKROON, PROVINCE FREE STATE WHICH HAS BEEN LOST OR DESTROYED. APPLICANT: TI MOLETSANE, STAND 3648 RAMMULOTSI EXTENSION 1, VILJOENSKROON xyxy=(936,949,1202,1015)
notice-item: 24. CERTIFICATE OF REGISTERED GRANT OF LEASEHOLD NO. TL16800/1991 PASSED BY MOQHAKA LOCAL MUNICIPALITY IN FAVOUR OF MOKHITLI PETRUS MOKHITLI, IDENTITY NUMBER 430905 5375 08 4 AND MARTHA MATABI MOKHITLI, IDENTITY NUMBER 530920 0558 08 4, MARRIED IN COMMUNITY OF PROPERTY TO EACH OTHER, IN RESPECT OF ERF 1528 RAMMULOTSI, DISTRICT VILJOENSKROON, PROVINCE FREE STATE WHICH HAS BEEN LOST OR DESTROYED. APPLICANT: MP & MM MOKHITLI, STAND 1528 RAMMULOTSI, VILJOENSKROON xyxy=(364,370,629,446)
notice-item: 69. DEED OF TRANSFER NO. T8096/1998 PASSED BY MOQHAKA LOCAL MUNICIPALITY IN FAVOUR OF MAKETSATSI MERIAM MOGOTSI, IDENTITY NUMBER 631206 0953 08 1, UNMARRIED, IN RESPECT OF ERF 3483 RAMMULOTSI EXTENSION 1, DISTRICT VILJOENSKROON, PROVINCE FREE STATE WHICH HAS BEEN LOST OR DESTROYED. APPLICANT: MM MOGOTSI, STAND 3483 RAMMULOTSI EXTENSION 1, VILJOENSKROON xyxy=(936,617,1202,674)
signoff-city: BLOEMFONTEIN xyxy=(936,1532,993,1542)
notice-item: 50. DEED OF TRANSFER NO. TE8050/1997 PASSED BY MOQHAKA LOCAL MUNICIPALITY IN FAVOUR OF MANKURANE PETROS NOKO, IDENTITY NUMBER 420214 5513 08 9, MARRIED OUT OF COMMUNITY OF PROPERTY, IN RESPECT OF ERF 2536 RAMMULOTSI, DISTRICT VILJOENSKROON, PROVINCE FREE STATE WHICH HAS BEEN LOST OR DESTROYED. APPLICANT: MP NOKO, STAND 2536 RAMMULOTSI, VILJOENSKROON xyxy=(650,806,915,863)
notice-item: 53. DEED OF TRANSFER NO. TE12579/2019 PASSED BY MOQHAKA LOCAL MUNICIPALITY IN FAVOUR OF PULENG SARAH NHLAPO, IDENTITY NUMBER 570612 0694 08 0, UNMARRIED, IN RESPECT OF ERF 2652 RAMMULOTSI, DISTRICT VILJOENSKROON, PROVINCE FREE STATE WHICH HAS BEEN LOST OR DESTROYED. APPLICANT: PS NHLAPO, STAND 2652 RAMMULOTSI, VILJOENSKROON xyxy=(650,1005,915,1062)
signoff-street: 121 PRESIDENT REITZ AVENUE xyxy=(936,1513,1045,1523)
notice-item: 77. DEED OF TRANSFER NO. T4906/1999 PASSED BY MOQHAKA LOCAL MUNICIPALITY IN FAVOUR OF PUSELETSO EMILY MOFULA, IDENTITY NUMBER 320306 0126 08 0, UNMARRIED, IN RESPECT OF ERF 3778 RAMMULOTSI EXTENSION 1, DISTRICT VILJOENSKROON, PROVINCE FREE STATE WHICH HAS BEEN LOST OR DESTROYED. APPLICANT: PE MOFULA, STAND 3778 RAMMULOTSI EXTENSION 1, VILJOENSKROON xyxy=(936,1158,1202,1215)
signoff-block xyxy=(936,1495,1202,1561)
notice-item: 11. CERTIFICATE OF REGISTERED GRANT OF LEASEHOLD NO. TL2107/1987 PASSED BY MOQHAKA LOCAL MUNICIPALITY IN FAVOUR OF BONGANI JOHN FRANK SIBEKO, IDENTITY NUMBER 530924 AND MAMOTSAMAI KROGIAE SIBEKO, REGISTRATION NUMBER -, IN RESPECT OF ERF 1204 RAMMULOTSI, DISTRICT VILJOENSKROON, PROVINCE FREE STATE WHICH HAS BEEN LOST OR DESTROYED. APPLICANT: BJF & MK SIBEKO, STAND 1204 RAMMULOTSI, VILJOENSKROON xyxy=(78,907,343,973)
notice-item: 48. DEED OF TRANSFER NO. TE6737/1997 PASSED BY MOQHAKA LOCAL MUNICIPALITY IN FAVOUR OF SIMANGA ABRAM MBONA, IDENTITY NUMBER 560101 5613 08 6, UNMARRIED, IN RESPECT OF ERF 2413 RAMMULOTSI, DISTRICT VILJOENSKROON, PROVINCE FREE STATE WHICH HAS BEEN LOST OR DESTROYED. APPLICANT: SA MBONA, STAND 2413 RAMMULOTSI, VILJOENSKROON xyxy=(650,654,915,711)
notice-item: 78. DEED OF TRANSFER NO. T10752/2019 PASSED BY MOQHAKA LOCAL MUNICIPALITY IN FAVOUR OF NONGABOM RITA KONGOTA, IDENTITY NUMBER 620908 0385 08 2, UNMARRIED, IN RESPECT OF ERF 3828 RAMMULOTSI EXTENSION 1, DISTRICT VILJOENSKROON, PROVINCE FREE STATE WHICH HAS BEEN LOST OR DESTROYED. APPLICANT: NR KONGOTA, STAND 3828 RAMMULOTSI EXTENSION 1, VILJOENSKROON xyxy=(936,1224,1202,1281)
column-body-1 xyxy=(78,148,343,1580)
notice-item: 40. DEED OF TRANSFER NO. TE8895/1999 PASSED BY MOQHAKA LOCAL MUNICIPALITY IN FAVOUR OF MOJALEFA MATTHEWS RAMPURU, xyxy=(364,1527,629,1546)
notice-item: 46. DEED OF TRANSFER NO. TE9278/2000 PASSED BY MOQHAKA LOCAL MUNICIPALITY IN FAVOUR OF RAWESI SAM DLAMINI, IDENTITY NUMBER 611111 5278 08 8 AND ELISA MANKO DLAMINI, IDENTITY NUMBER 680229 0410 08 1, MARRIED IN COMMUNITY OF PROPERTY TO EACH OTHER, IN RESPECT OF ERF 2345 RAMMULOTSI, DISTRICT VILJOENSKROON, PROVINCE FREE STATE WHICH HAS BEEN LOST OR DESTROYED. APPLICANT: RS & EM DLAMINI, STAND 2345 RAMMULOTSI, VILJOENSKROON xyxy=(650,493,915,560)
column-3 xyxy=(650,114,922,2134)
section-banner-top: KENNISGEWINGS • NOTICES xyxy=(78,95,1494,110)
notice-item: 27. CERTIFICATE OF REGISTERED GRANT OF LEASEHOLD NO. TL8245/1992 PASSED BY MOQHAKA LOCAL MUNICIPALITY IN FAVOUR OF ORONELIUS SABATA MOLEFE, IDENTITY NUMBER 500114 5378 08 3, UNMARRIED, IN RESPECT OF ERF 1538 RAMMULOTSI, DISTRICT VILJOENSKROON, PROVINCE FREE STATE WHICH HAS BEEN LOST OR DESTROYED. APPLICANT: CS MOLEFE, STAND 1538 RAMMULOTSI, VILJOENSKROON xyxy=(364,588,629,645)
notice-item: 3. DEED OF TRANSFER NO. TE2930/2022 PASSED BY MOQHAKA LOCAL MUNICIPALITY IN FAVOUR OF DIRANE PAULINA MARIBE, IDENTITY NUMBER 780409 0826 08 2, UNMARRIED, IN RESPECT OF ERF 121 RAMMULOTSI, DISTRICT VILJOENSKROON, PROVINCE FREE STATE WHICH HAS BEEN LOST OR DESTROYED. APPLICANT: DP MARIBE, STAND 121 RAMMULOTSI, VILJOENSKROON xyxy=(78,337,343,394)
notice-item: ALL INTERESTED PERSONS HAVING OBJECTION TO THE ISSUE OF SUCH COPY ARE HEREBY REQUIRED TO LODGE THE SAME IN WRITING WITH THE REGISTRAR OF DEEDS AT BLOEMFONTEIN WITHIN TWO WEEKS FROM THE DATE OF THE PUBLICATION OF THIS NOTICE xyxy=(936,1423,1202,1462)
notice-item: 13. DEED OF TRANSFER NO. TE2027/1996 PASSED BY MOQHAKA LOCAL MUNICIPALITY IN FAVOUR OF JOSIEL TEBOHO RASENYALO, IDENTITY NUMBER 550611 5264 08 6, MARRIED OUT OF COMMUNITY OF PROPERTY, IN RESPECT OF ERF 1348 RAMMULOTSI, DISTRICT VILJOENSKROON, PROVINCE FREE STATE WHICH HAS BEEN LOST OR DESTROYED. APPLICANT: JT RASENYALO, STAND 1348 RAMMULOTSI, VILJOENSKROON xyxy=(78,1049,343,1106)
notice-item: 60. DEED OF TRANSFER NO. TE6772/1997 PASSED BY MOQHAKA LOCAL MUNICIPALITY IN FAVOUR OF TLADI JACOB RAMAKAU, IDENTITY NUMBER 621021 5259 08 5, MARRIED OUT OF COMMUNITY OF PROPERTY, IN RESPECT OF ERF 2863 RAMMULOTSI, DISTRICT VILJOENSKROON, PROVINCE FREE STATE WHICH HAS BEEN LOST OR DESTROYED. APPLICANT: TJ RAMAKAU, STAND 2863 RAMMULOTSI, VILJOENSKROON xyxy=(650,1480,915,1537)
sponsor-subtitle: LOST OR DESTROYED DEEDS – BATCH 39 xyxy=(136,131,285,140)
notice-item: NOTICE IS HEREBY GIVEN IN TERMS OF REGULATION 68 OF THE DEEDS REGISTRIES ACT, 1937, OF THE INTENTION TO APPLY FOR THE ISSUE OF CERTIFIED COPIES OF :- xyxy=(78,148,343,176)
signoff-firm: BOKWA LAW INC xyxy=(936,1504,994,1514)
notice-item: 25. CERTIFICATE OF OWNERSHIP NO. TE6763/1994 PASSED BY MOQHAKA LOCAL MUNICIPALITY IN FAVOUR OF PETRUS MKHWANAZI, IDENTITY NUMBER 540830 5558 08 2, UNMARRIED, IN RESPECT OF ERF 1530 RAMMULOTSI, DISTRICT VILJOENSKROON, PROVINCE FREE STATE WHICH HAS BEEN LOST OR DESTROYED. APPLICANT: P MKHWANAZI, STAND 1530 RAMMULOTSI, VILJOENSKROON xyxy=(364,455,629,512)
notice-item: 42. DEED OF TRANSFER NO. TE27275/1997 PASSED BY MOQHAKA LOCAL MUNICIPALITY IN FAVOUR OF MOKITLOA SEUNA MOKHITLI, IDENTITY NUMBER 461020 0539 08 0, UNMARRIED, IN RESPECT OF ERF 2247 RAMMULOTSI, DISTRICT VILJOENSKROON, PROVINCE FREE STATE WHICH HAS BEEN LOST OR DESTROYED. APPLICANT: MS MOKHITLI, STAND 2247 RAMMULOTSI, VILJOENSKROON xyxy=(650,228,915,285)
notice-item: 63. DEED OF TRANSFER NO. TE7299/1997 PASSED BY MOQHAKA LOCAL MUNICIPALITY IN FAVOUR OF MOHAHOE MARIA SHABEDI, IDENTITY NUMBER 470303 0722 08 7, UNMARRIED, IN RESPECT OF ERF 2948 RAMMULOTSI, DISTRICT VILJOENSKROON, PROVINCE FREE STATE WHICH HAS BEEN LOST OR DESTROYED. APPLICANT: MM SHABEDI, STAND 2948 RAMMULOTSI, VILJOENSKROON xyxy=(936,218,1202,275)
notice-item: 31. DEED OF TRANSFER NO. TE20376/1999 PASSED BY MOQHAKA LOCAL MUNICIPALITY IN FAVOUR OF THABO KLAAS MALOI, IDENTITY NUMBER 600629 5940 08 3, UNMARRIED, IN RESPECT OF ERF 1775 RAMMULOTSI, DISTRICT VILJOENSKROON, PROVINCE FREE STATE WHICH HAS BEEN LOST OR DESTROYED. APPLICANT: TK MALOI, STAND 1775 RAMMULOTSI, VILJOENSKROON xyxy=(364,891,629,948)
notice-item: 7. DEED OF TRANSFER NO. TE11768/1996 PASSED BY MOQHAKA LOCAL MUNICIPALITY IN FAVOUR OF KOTZEE ALBERT PAMPA, IDENTITY NUMBER 440124 5182 08 5, MARRIED OUT OF COMMUNITY OF PROPERTY, IN RESPECT OF ERF 752 RAMMULOTSI, DISTRICT VILJOENSKROON, PROVINCE FREE STATE WHICH HAS BEEN LOST OR DESTROYED. APPLICANT: KA PAMPA, STAND 752 RAMMULOTSI, VILJOENSKROON xyxy=(78,603,343,660)
column-2 xyxy=(364,114,636,2134)
notice-item: 14. DEED OF TRANSFER NO. TE7877/1996 PASSED BY MOQHAKA LOCAL MUNICIPALITY IN FAVOUR OF MOEKETSI JOHN BALENI, IDENTITY NUMBER 501120 5334 08 1 AND SINAH XHASIWE BALENI, IDENTITY NUMBER 520220 0452 08 1, MARRIED IN COMMUNITY OF PROPERTY TO EACH OTHER, IN RESPECT OF ERF 1351 RAMMULOTSI, DISTRICT VILJOENSKROON, PROVINCE FREE STATE WHICH HAS BEEN LOST OR DESTROYED. APPLICANT: MJ & SX BALENI, STAND 1351 RAMMULOTSI, VILJOENSKROON xyxy=(78,1115,343,1182)
